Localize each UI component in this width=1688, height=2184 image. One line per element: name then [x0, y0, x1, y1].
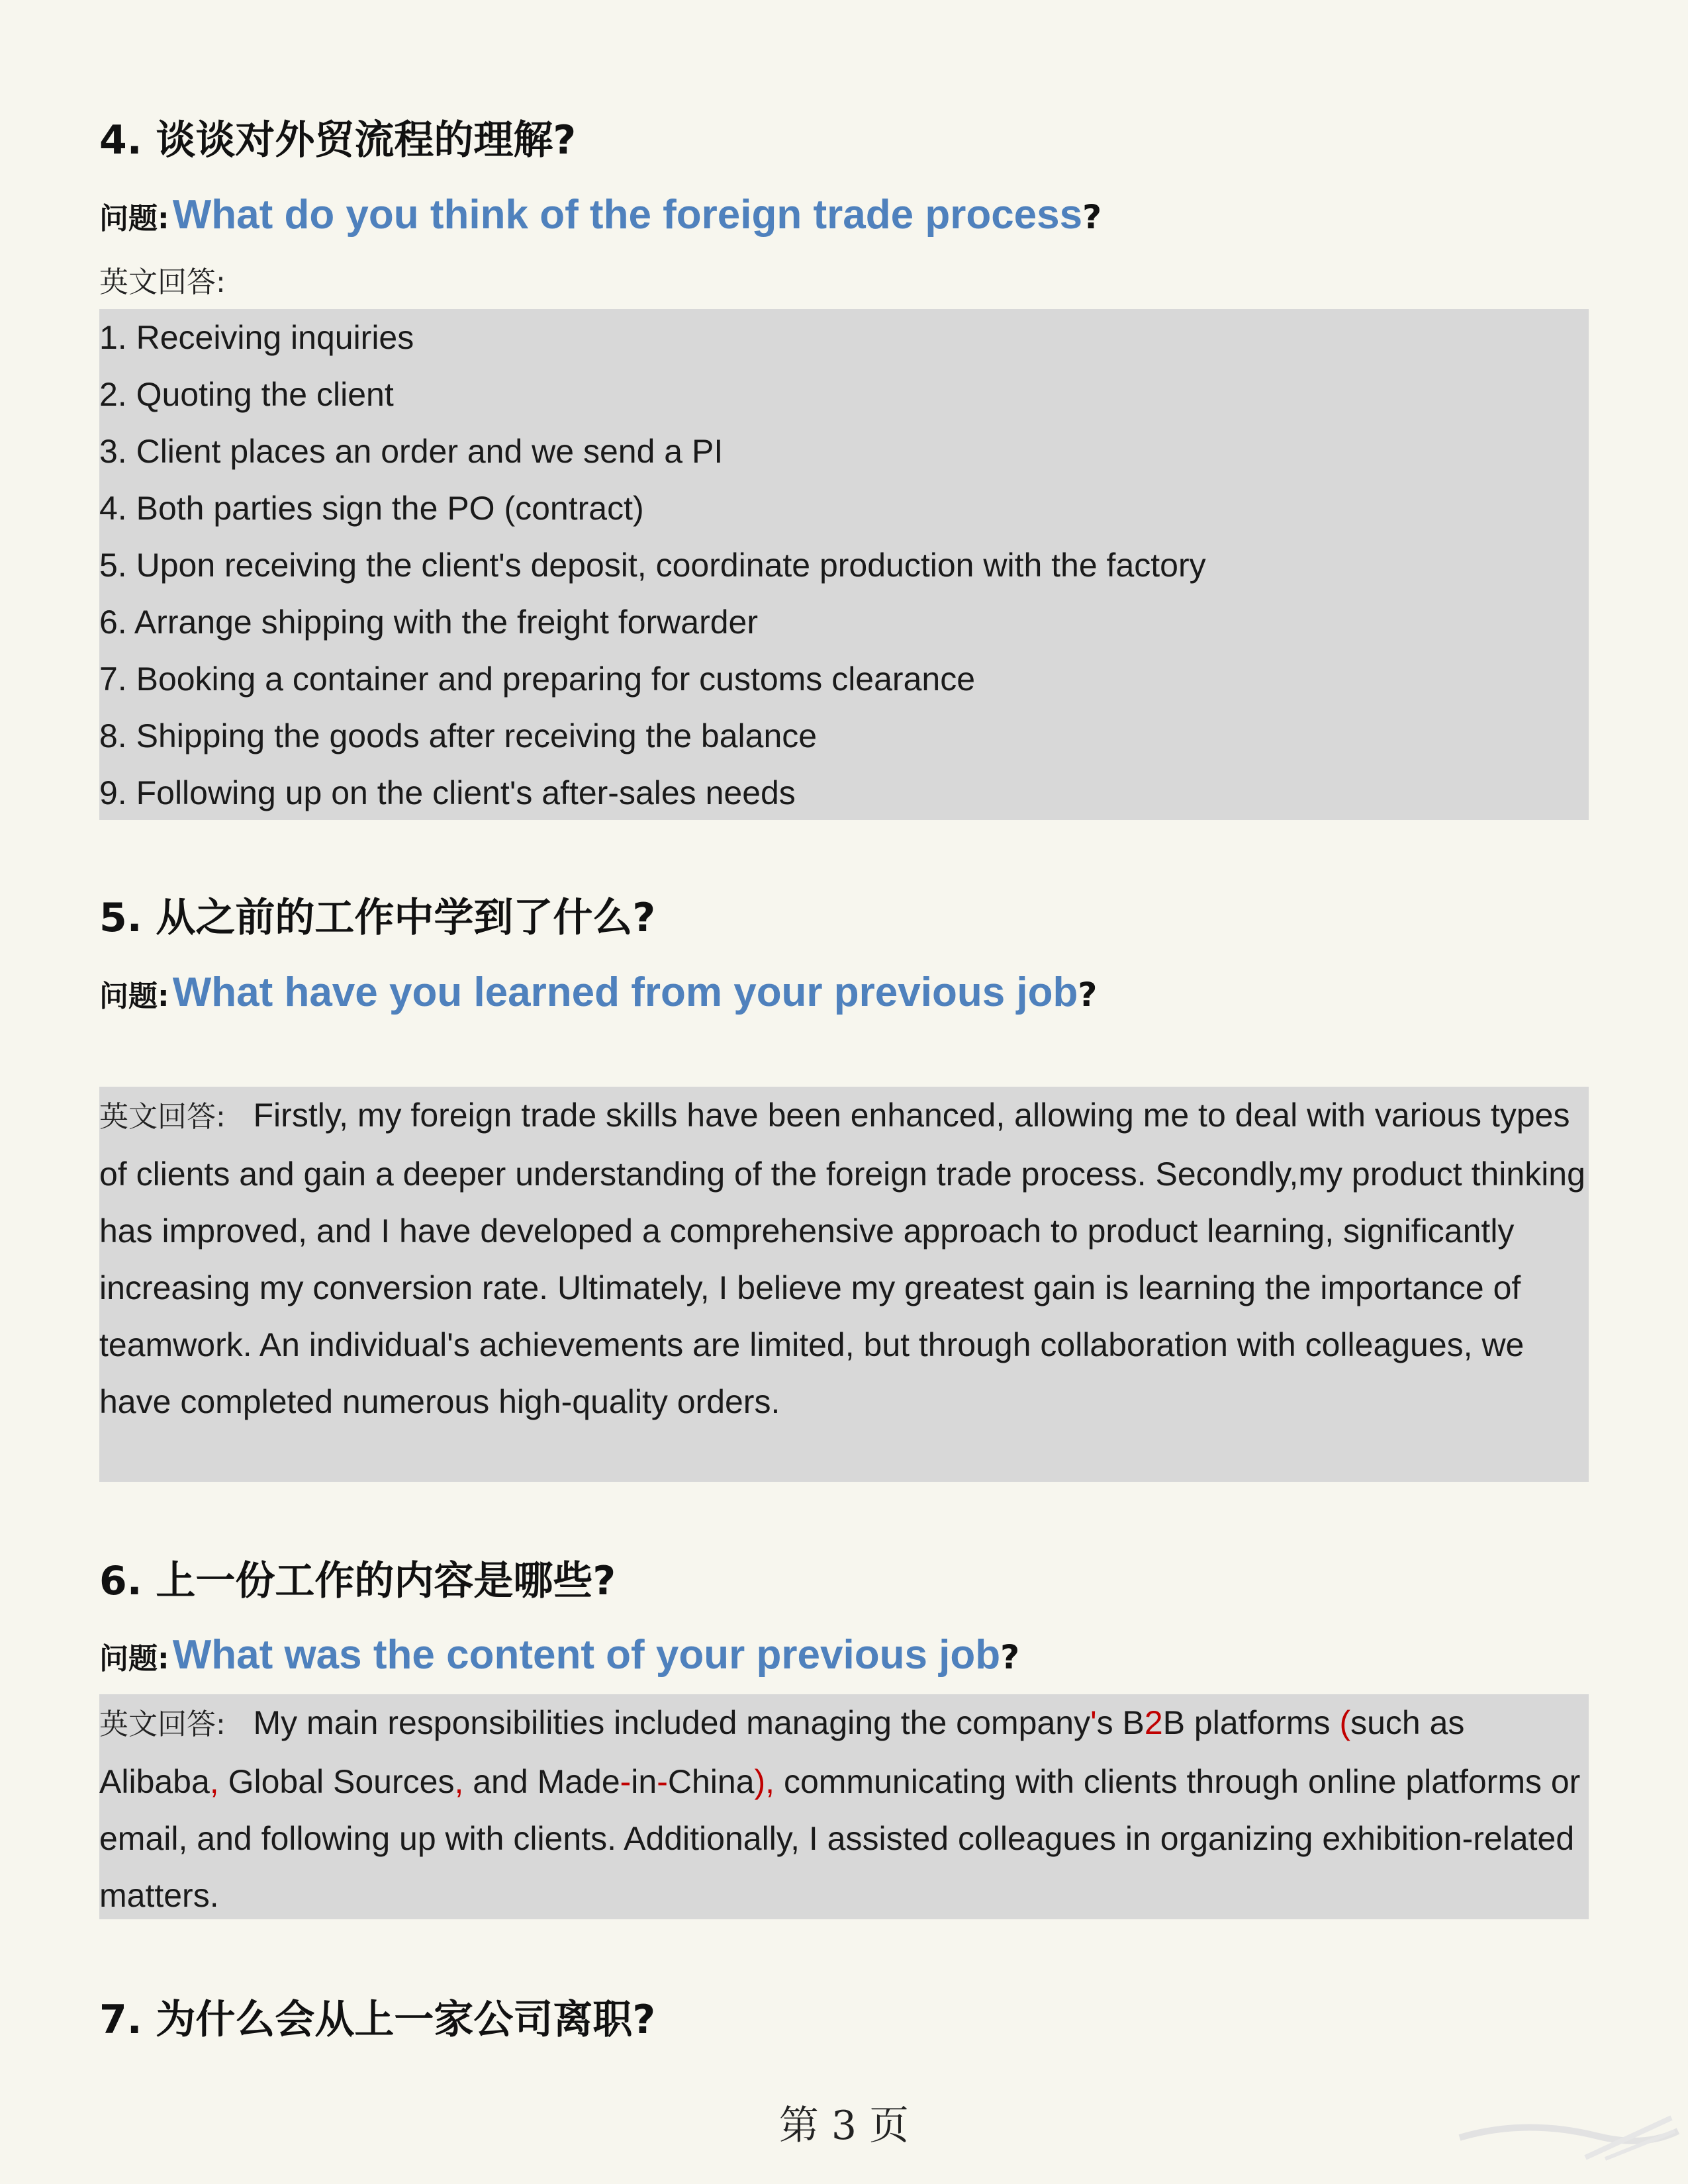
answer-list-item: 1. Receiving inquiries [99, 319, 414, 356]
answer-label: 英文回答: [99, 1100, 226, 1134]
answer-list-item: 4. Both parties sign the PO (contract) [99, 490, 644, 527]
section-4-heading: 4. 谈谈对外贸流程的理解? [99, 117, 577, 163]
section-5-heading: 5. 从之前的工作中学到了什么? [99, 895, 656, 941]
answer-label: 英文回答: [99, 1707, 226, 1741]
section-4-question [99, 189, 1102, 251]
page-number: 第 3 页 [778, 2103, 910, 2149]
answer-text: Firstly, my foreign trade skills have been enhanced, allowing me to deal with various types of clients and gain a deeper understanding of the foreign trade process. Secondly,my product thinking has improved, and I have developed a comprehensive approach to product learning, significantly increasing my conversion rate. Ultimately, I believe my greatest gain is learning the importance of teamwork. An individual's achievements are limited, but through collaboration with colleagues, we have completed numerous high-quality orders. [99, 1097, 1585, 1420]
question-text: What have you learned from your previous job [172, 970, 1078, 1015]
section-5-answer [99, 1087, 1589, 1430]
question-mark: ? [1000, 1638, 1020, 1676]
question-prefix: 问题: [99, 979, 169, 1013]
answer-text: My main responsibilities included managing the company's B2B platforms (such as Alibaba, Global Sources, and Made-in-China), communicating with clients through online platforms or email, and following up with clients. Additionally, I assisted colleagues in organizing exhibition-related matters. [99, 1704, 1581, 1914]
question-text: What was the content of your previous job [172, 1632, 1001, 1678]
section-6-question [99, 1629, 1019, 1692]
section-6-answer-block [99, 1694, 1589, 1919]
answer-list-item: 3. Client places an order and we send a PI [99, 433, 724, 470]
page-curl-icon [1446, 2111, 1685, 2164]
answer-list-item: 9. Following up on the client's after-sales needs [99, 774, 796, 811]
section-7-heading: 7. 为什么会从上一家公司离职? [99, 1997, 656, 2043]
question-prefix: 问题: [99, 1642, 169, 1676]
section-4-answer-block [99, 309, 1589, 820]
question-mark: ? [1082, 198, 1102, 236]
section-5-answer-block [99, 1087, 1589, 1482]
answer-list-item: 5. Upon receiving the client's deposit, coordinate production with the factory [99, 547, 1206, 584]
answer-list-item: 8. Shipping the goods after receiving the balance [99, 717, 818, 754]
section-6-answer [99, 1694, 1589, 1924]
answer-list-item: 6. Arrange shipping with the freight forwarder [99, 604, 758, 641]
section-5-question [99, 966, 1097, 1029]
answer-list-item: 7. Booking a container and preparing for customs clearance [99, 660, 975, 698]
answer-list [99, 309, 1589, 821]
answer-list-item: 2. Quoting the client [99, 376, 394, 413]
section-6-heading: 6. 上一份工作的内容是哪些? [99, 1558, 616, 1604]
question-prefix: 问题: [99, 202, 169, 236]
question-text: What do you think of the foreign trade process [172, 192, 1083, 238]
section-4-answer-label: 英文回答: [99, 265, 226, 299]
question-mark: ? [1078, 976, 1098, 1014]
